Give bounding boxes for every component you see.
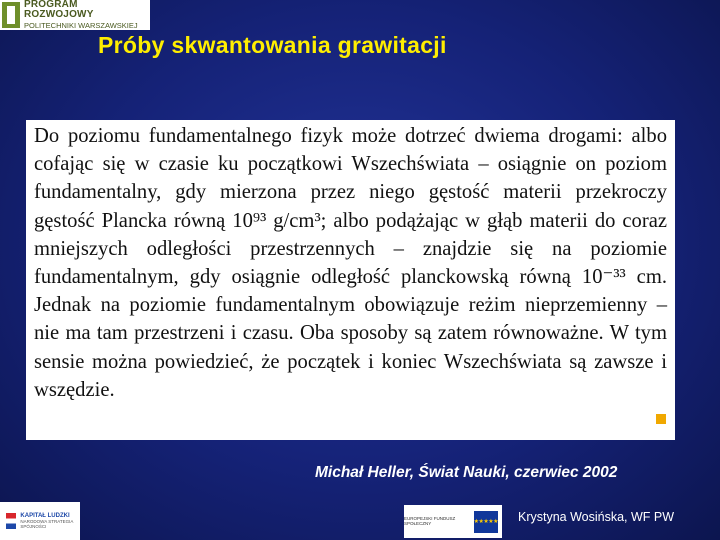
kl-logo-title: KAPITAŁ LUDZKI (20, 513, 70, 519)
logo-line-2: POLITECHNIKI WARSZAWSKIEJ (23, 21, 138, 31)
kl-logo-subtitle: NARODOWA STRATEGIA SPÓJNOŚCI (20, 519, 74, 529)
end-of-text-square-icon (656, 414, 666, 424)
eu-stars: ★★★★★ (473, 519, 498, 525)
kapital-ludzki-logo (0, 502, 80, 540)
slide-title: Próby skwantowania grawitacji (98, 32, 447, 58)
program-rozwojowy-logo (0, 0, 150, 30)
quote-text: Do poziomu fundamentalnego fizyk może dotrzeć dwiema drogami: albo cofając się w czasie ku początkowi Wszechświata – osiągnie on poziom fundamentalny, gdy mierzona przez niego gęstość materii przekroczy gęstość Plancka równą 10⁹³ g/cm³; albo podążając w głąb materii do coraz mniejszych odległości przestrzennych – znajdzie się na poziomie fundamentalnym, gdy osiągnie odległość planckowską równą 10⁻³³ cm. Jednak na poziomie fundamentalnym obowiązuje reżim nieprzemienny – nie ma tam przestrzeni i czasu. Oba sposoby są zatem równoważne. W tym sensie można powiedzieć, że początek i koniec Wszechświata są zawsze i wszędzie. (34, 125, 667, 401)
eu-social-fund-logo (404, 505, 502, 538)
polish-flag-icon (6, 513, 16, 529)
pw-logo-icon (2, 2, 20, 28)
eu-flag-icon (474, 511, 498, 533)
citation: Michał Heller, Świat Nauki, czerwiec 2002 (315, 464, 618, 481)
quote-panel (26, 120, 675, 440)
author-credit: Krystyna Wosińska, WF PW (518, 510, 675, 524)
eu-fund-text: EUROPEJSKI FUNDUSZ SPOŁECZNY (404, 515, 456, 526)
logo-line-1: PROGRAM ROZWOJOWY (23, 0, 94, 21)
